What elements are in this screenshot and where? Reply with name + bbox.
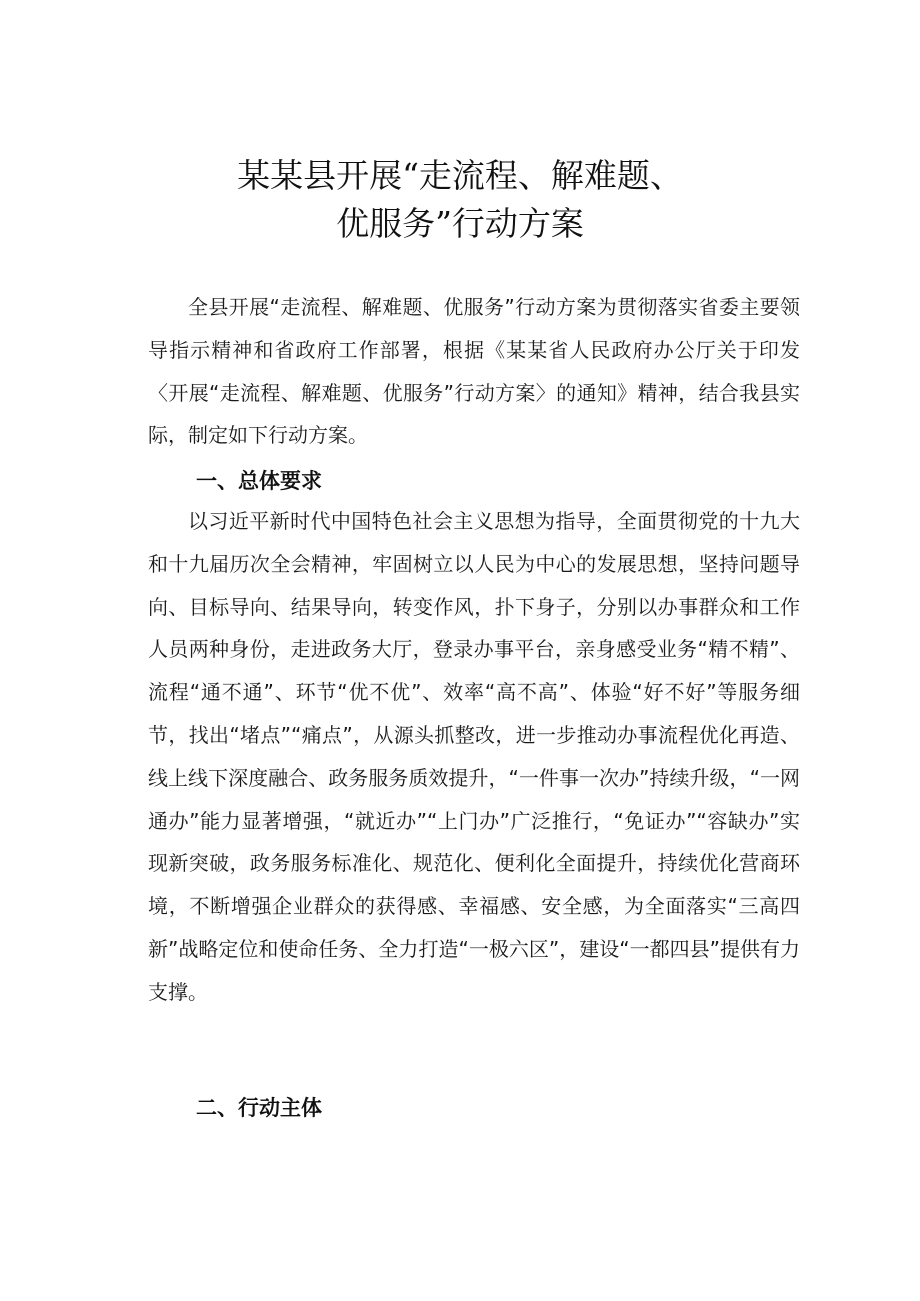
section-heading-action-subjects: 二、行动主体: [196, 1096, 322, 1120]
document-title: [0, 152, 920, 248]
title-line-2: 优服务”行动方案: [336, 204, 584, 243]
intro-paragraph: 全县开展“走流程、解难题、优服务”行动方案为贯彻落实省委主要领导指示精神和省政府工作部署，根据《某某省人民政府办公厅关于印发〈开展“走流程、解难题、优服务”行动方案〉的通知》精神，结合我县实际，制定如下行动方案。: [148, 295, 800, 448]
overall-requirements-paragraph: 以习近平新时代中国特色社会主义思想为指导，全面贯彻党的十九大和十九届历次全会精神，牢固树立以人民为中心的发展思想，坚持问题导向、目标导向、结果导向，转变作风，扑下身子，分别以办事群众和工作人员两种身份，走进政务大厅，登录办事平台，亲身感受业务“精不精”、流程“通不通”、环节“优不优”、效率“高不高”、体验“好不好”等服务细节，找出“堵点”“痛点”，从源头抓整改，进一步推动办事流程优化再造、线上线下深度融合、政务服务质效提升，“一件事一次办”持续升级，“一网通办”能力显著增强，“就近办”“上门办”广泛推行，“免证办”“容缺办”实现新突破，政务服务标准化、规范化、便利化全面提升，持续优化营商环境，不断增强企业群众的获得感、幸福感、安全感，为全面落实“三高四新”战略定位和使命任务、全力打造“一极六区”，建设“一都四县”提供有力支撑。: [148, 509, 800, 1004]
title-line-1: 某某县开展“走流程、解难题、: [237, 156, 683, 195]
section-heading-overall-requirements: 一、总体要求: [196, 469, 322, 493]
